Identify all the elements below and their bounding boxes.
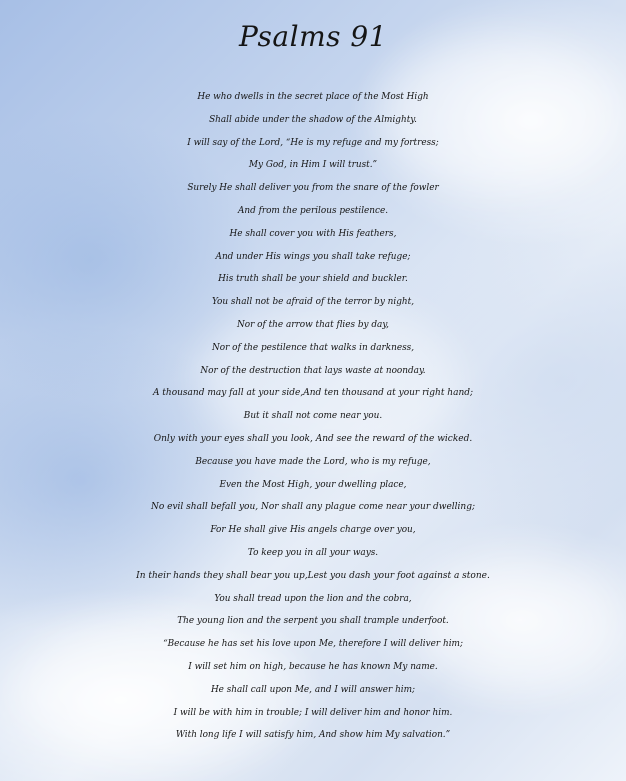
verse-line: My God, in Him I will trust.” bbox=[248, 160, 378, 171]
verse-line: He who dwells in the secret place of the Most High bbox=[197, 92, 429, 102]
verse-line: The young lion and the serpent you shall trample underfoot. bbox=[177, 616, 449, 627]
verse-line: His truth shall be your shield and buckler. bbox=[218, 274, 408, 285]
verse-line: Nor of the arrow that flies by day, bbox=[236, 319, 389, 330]
page-title: Psalms 91 bbox=[238, 20, 388, 53]
verse-line: “Because he has set his love upon Me, therefore I will deliver him; bbox=[163, 639, 463, 650]
verse-line: Only with your eyes shall you look, And see the reward of the wicked. bbox=[153, 433, 473, 444]
verse-line: No evil shall befall you, Nor shall any plague come near your dwelling; bbox=[150, 502, 476, 513]
verse-line: Nor of the pestilence that walks in darkness, bbox=[211, 342, 415, 353]
verse-line: Surely He shall deliver you from the snare of the fowler bbox=[187, 183, 439, 194]
verse-line: And from the perilous pestilence. bbox=[237, 205, 389, 216]
verse-line: To keep you in all your ways. bbox=[247, 547, 379, 558]
verse-line: Shall abide under the shadow of the Almighty. bbox=[209, 114, 417, 125]
verse-line: You shall not be afraid of the terror by night, bbox=[211, 297, 415, 308]
verse-list bbox=[0, 86, 626, 747]
verse-line: With long life I will satisfy him, And show him My salvation.” bbox=[175, 730, 451, 741]
verse-line: Because you have made the Lord, who is my refuge, bbox=[195, 456, 431, 467]
verse-line: In their hands they shall bear you up,Lest you dash your foot against a stone. bbox=[136, 570, 490, 581]
verse-line: And under His wings you shall take refuge; bbox=[215, 251, 411, 262]
verse-line: He shall call upon Me, and I will answer him; bbox=[210, 684, 416, 695]
verse-line: Even the Most High, your dwelling place, bbox=[219, 479, 407, 490]
verse-line: For He shall give His angels charge over you, bbox=[210, 525, 416, 536]
verse-line: Nor of the destruction that lays waste at noonday. bbox=[200, 365, 426, 376]
verse-line: I will say of the Lord, “He is my refuge and my fortress; bbox=[187, 137, 439, 148]
verse-line: I will set him on high, because he has known My name. bbox=[188, 661, 438, 672]
verse-line: I will be with him in trouble; I will deliver him and honor him. bbox=[173, 707, 453, 718]
verse-line: A thousand may fall at your side,And ten thousand at your right hand; bbox=[152, 388, 474, 399]
verse-line: You shall tread upon the lion and the cobra, bbox=[214, 593, 412, 604]
verse-line: But it shall not come near you. bbox=[243, 411, 383, 422]
verse-line: He shall cover you with His feathers, bbox=[229, 228, 397, 239]
